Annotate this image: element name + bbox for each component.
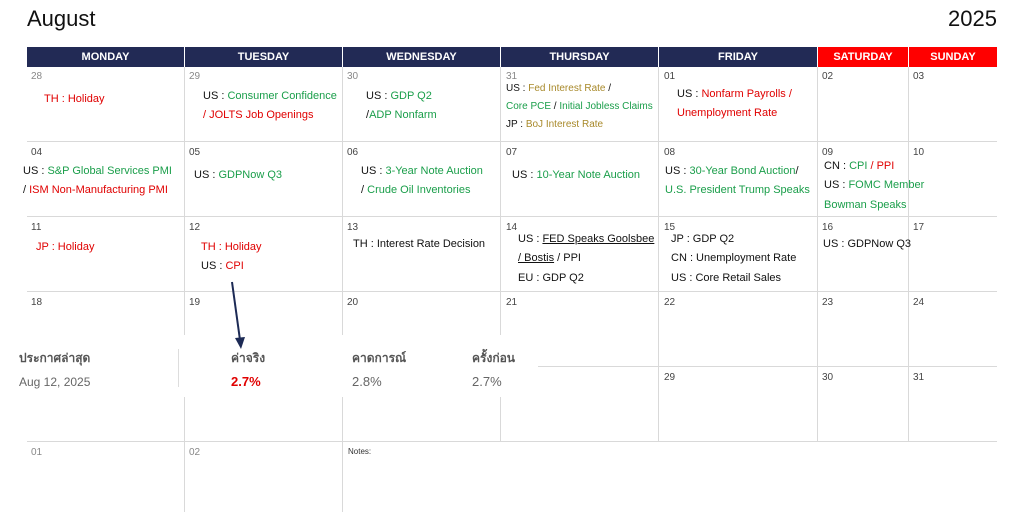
- event-core-pce[interactable]: [506, 100, 653, 114]
- event-cn-unemployment[interactable]: CN : Unemployment Rate: [671, 252, 797, 264]
- country-prefix: US :: [194, 169, 219, 181]
- separator: /: [361, 184, 368, 196]
- event-name: / PPI: [554, 252, 581, 264]
- country-prefix: US :: [23, 165, 48, 177]
- country-prefix: US :: [677, 88, 702, 100]
- actual-column: [231, 349, 265, 389]
- grid-line: [658, 67, 659, 442]
- day-number: 19: [189, 297, 201, 308]
- event-sp-services-pmi[interactable]: [23, 164, 172, 178]
- separator: /: [551, 101, 560, 112]
- day-number: 05: [189, 147, 201, 158]
- country-prefix: US :: [512, 169, 537, 181]
- event-name: ISM Non-Manufacturing PMI: [29, 184, 168, 196]
- day-number: 01: [31, 447, 43, 458]
- day-number: 02: [189, 447, 201, 458]
- event-30y-bond-auction[interactable]: [665, 164, 799, 178]
- latest-column: [19, 349, 90, 389]
- header-wednesday: WEDNESDAY: [343, 47, 500, 67]
- country-prefix: US :: [361, 165, 386, 177]
- event-nonfarm-payrolls[interactable]: [677, 87, 792, 101]
- grid-line: [908, 67, 909, 442]
- day-number: 20: [347, 297, 359, 308]
- grid-line: [342, 67, 343, 512]
- header-monday: MONDAY: [27, 47, 184, 67]
- grid-line: [184, 67, 185, 512]
- pointer-arrow-icon: [226, 280, 250, 352]
- event-3y-note-auction[interactable]: [361, 164, 483, 178]
- header-tuesday: TUESDAY: [185, 47, 342, 67]
- event-name: BoJ Interest Rate: [525, 119, 604, 130]
- day-number: 23: [822, 297, 834, 308]
- day-number: 24: [913, 297, 925, 308]
- separator: /: [795, 165, 799, 177]
- latest-label: ประกาศล่าสุด: [19, 351, 91, 365]
- month-title: August: [27, 6, 96, 31]
- event-gdpnow-16[interactable]: US : GDPNow Q3: [823, 238, 912, 250]
- event-name: Core PCE: [506, 101, 552, 112]
- day-number: 10: [913, 147, 925, 158]
- event-consumer-confidence[interactable]: [203, 89, 337, 103]
- grid-line: [817, 67, 818, 442]
- day-number: 17: [913, 222, 925, 233]
- event-fed-interest-rate[interactable]: [506, 82, 611, 96]
- event-name: PPI: [876, 160, 895, 172]
- country-prefix: US :: [824, 179, 849, 191]
- actual-value: 2.7%: [231, 374, 261, 389]
- event-name: GDP Q2: [390, 90, 432, 102]
- event-eu-gdp[interactable]: EU : GDP Q2: [518, 272, 584, 284]
- event-name: Fed Interest Rate: [528, 83, 606, 94]
- day-number: 31: [913, 372, 925, 383]
- event-name: / Bostis: [518, 252, 555, 264]
- event-us-retail-sales[interactable]: US : Core Retail Sales: [671, 272, 782, 284]
- header-friday: FRIDAY: [659, 47, 817, 67]
- previous-label: ครั้งก่อน: [472, 351, 516, 365]
- event-fed-speaks[interactable]: [518, 232, 654, 246]
- day-number: 21: [506, 297, 518, 308]
- event-name: 30-Year Bond Auction: [689, 165, 796, 177]
- day-number: 13: [347, 222, 359, 233]
- day-number: 08: [664, 147, 676, 158]
- day-number: 22: [664, 297, 676, 308]
- popup-divider: [178, 349, 179, 387]
- day-number: 11: [31, 222, 42, 233]
- separator: /: [867, 160, 877, 172]
- day-number: 07: [506, 147, 518, 158]
- day-number: 30: [822, 372, 834, 383]
- event-boj-rate[interactable]: [506, 118, 603, 132]
- event-unemployment-rate[interactable]: Unemployment Rate: [677, 107, 778, 119]
- previous-column: [472, 349, 515, 389]
- event-th-holiday[interactable]: TH : Holiday: [44, 93, 105, 105]
- day-number: 30: [347, 71, 359, 82]
- event-name: FOMC Member: [848, 179, 925, 191]
- event-jp-holiday[interactable]: JP : Holiday: [36, 241, 95, 253]
- event-th-holiday-12[interactable]: TH : Holiday: [201, 241, 262, 253]
- header-saturday: SATURDAY: [818, 47, 908, 67]
- event-name: FED Speaks Goolsbee: [542, 233, 655, 245]
- event-name: Crude Oil Inventories: [367, 184, 471, 196]
- notes-label: Notes:: [348, 447, 372, 456]
- grid-line: [27, 216, 997, 217]
- event-jolts[interactable]: / JOLTS Job Openings: [203, 109, 314, 121]
- day-number: 06: [347, 147, 359, 158]
- day-number: 01: [664, 71, 676, 82]
- country-prefix: US :: [203, 90, 228, 102]
- forecast-column: [352, 349, 406, 389]
- event-bowman-speaks[interactable]: Bowman Speaks: [824, 199, 907, 211]
- event-crude-oil[interactable]: [361, 183, 470, 197]
- separator: /: [23, 184, 30, 196]
- separator: /: [366, 109, 370, 121]
- header-sunday: SUNDAY: [909, 47, 997, 67]
- event-name: CPI: [225, 260, 244, 272]
- country-prefix: US :: [518, 233, 543, 245]
- event-us-cpi[interactable]: [201, 259, 244, 273]
- country-prefix: JP :: [506, 119, 526, 130]
- event-ism-pmi[interactable]: [23, 183, 168, 197]
- event-cn-cpi-ppi[interactable]: [824, 159, 894, 173]
- grid-line: [27, 291, 997, 292]
- day-number: 15: [664, 222, 676, 233]
- event-name: GDPNow Q3: [218, 169, 283, 181]
- country-prefix: CN :: [824, 160, 850, 172]
- country-prefix: US :: [366, 90, 391, 102]
- day-number: 28: [31, 71, 43, 82]
- event-gdpnow[interactable]: [194, 168, 282, 182]
- event-gdp-q2[interactable]: [366, 89, 432, 103]
- day-number: 12: [189, 222, 201, 233]
- grid-line: [27, 441, 997, 442]
- event-jp-gdp[interactable]: JP : GDP Q2: [671, 233, 735, 245]
- country-prefix: US :: [665, 165, 690, 177]
- event-name: 10-Year Note Auction: [536, 169, 641, 181]
- event-name: Consumer Confidence: [227, 90, 337, 102]
- separator: /: [605, 83, 612, 94]
- event-name: Initial Jobless Claims: [559, 101, 653, 112]
- forecast-label: คาดการณ์: [352, 351, 407, 365]
- day-number: 18: [31, 297, 43, 308]
- country-prefix: US :: [506, 83, 529, 94]
- event-name: Nonfarm Payrolls /: [701, 88, 792, 100]
- day-number: 09: [822, 147, 834, 158]
- event-name: CPI: [849, 160, 868, 172]
- day-number: 31: [506, 71, 518, 82]
- event-name: ADP Nonfarm: [369, 109, 437, 121]
- day-number: 29: [189, 71, 201, 82]
- event-name: S&P Global Services PMI: [47, 165, 172, 177]
- grid-line: [27, 141, 997, 142]
- day-number: 14: [506, 222, 518, 233]
- country-prefix: US :: [201, 260, 226, 272]
- year-title: 2025: [948, 6, 997, 31]
- cpi-detail-popup: [12, 335, 538, 397]
- event-adp-nonfarm[interactable]: [366, 108, 437, 122]
- event-10y-note-auction[interactable]: [512, 168, 640, 182]
- event-fomc-member[interactable]: [824, 178, 924, 192]
- event-bostis-ppi[interactable]: [518, 251, 581, 265]
- event-trump-speaks[interactable]: U.S. President Trump Speaks: [665, 184, 810, 196]
- event-name: 3-Year Note Auction: [385, 165, 483, 177]
- previous-value: 2.7%: [472, 374, 502, 389]
- day-number: 16: [822, 222, 834, 233]
- day-number: 29: [664, 372, 676, 383]
- day-number: 04: [31, 147, 43, 158]
- actual-label: ค่าจริง: [231, 351, 266, 365]
- event-th-rate-decision[interactable]: TH : Interest Rate Decision: [353, 238, 486, 250]
- day-number: 03: [913, 71, 925, 82]
- day-number: 02: [822, 71, 834, 82]
- latest-date: Aug 12, 2025: [19, 375, 91, 389]
- forecast-value: 2.8%: [352, 374, 382, 389]
- header-thursday: THURSDAY: [501, 47, 658, 67]
